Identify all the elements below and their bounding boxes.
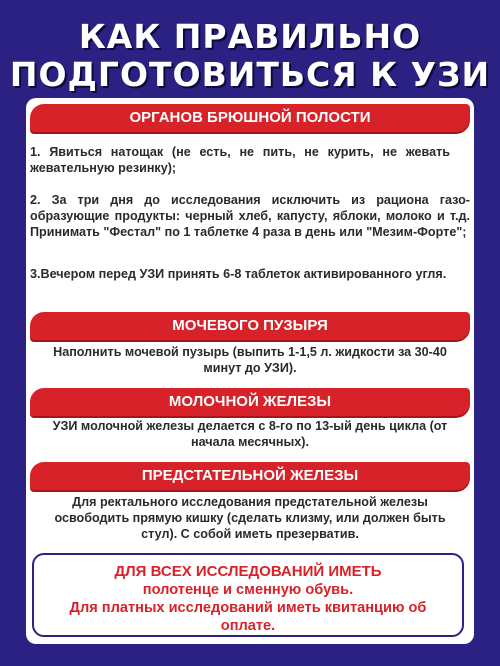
poster-title bbox=[0, 18, 500, 94]
notice-line-3: Для платных исследований иметь квитанцию об оплате. bbox=[69, 600, 427, 634]
section-header-prostate: ПРЕДСТАТЕЛЬНОЙ ЖЕЛЕЗЫ bbox=[30, 462, 470, 490]
notice-line-2: полотенце и сменную обувь. bbox=[142, 582, 354, 598]
abdominal-item-1: 1. Явиться натощак (не есть, не пить, не курить, не жевать жевательную резинку); bbox=[30, 145, 450, 175]
section-header-abdominal: ОРГАНОВ БРЮШНОЙ ПОЛОСТИ bbox=[30, 104, 470, 132]
prostate-text: Для ректального исследования предстательной железы освободить прямую кишку (сделать клизму, или должен быть стул). С собой иметь презерватив. bbox=[54, 495, 446, 541]
content-panel bbox=[26, 98, 474, 644]
section-header-breast: МОЛОЧНОЙ ЖЕЛЕЗЫ bbox=[30, 388, 470, 416]
abdominal-item-2: 2. За три дня до исследования исключить из рациона газо-образующие продукты: черный хлеб, капусту, яблоки, молоко и т.д. Принимать "Фестал" по 1 таблетке 4 раза в день или "Мезим-Форте"; bbox=[30, 193, 470, 239]
notice-heading: ДЛЯ ВСЕХ ИССЛЕДОВАНИЙ ИМЕТЬ bbox=[114, 563, 382, 580]
breast-text: УЗИ молочной железы делается с 8-го по 13-ый день цикла (от начала месячных). bbox=[52, 419, 448, 449]
title-line-2: ПОДГОТОВИТЬСЯ К УЗИ bbox=[9, 55, 491, 94]
section-header-bladder: МОЧЕВОГО ПУЗЫРЯ bbox=[30, 312, 470, 340]
bladder-text: Наполнить мочевой пузырь (выпить 1-1,5 л. жидкости за 30-40 минут до УЗИ). bbox=[53, 345, 447, 375]
abdominal-item-3: 3.Вечером перед УЗИ принять 6-8 таблеток активированного угля. bbox=[30, 267, 447, 281]
notice-box bbox=[32, 553, 464, 637]
title-line-1: КАК ПРАВИЛЬНО bbox=[78, 17, 422, 56]
